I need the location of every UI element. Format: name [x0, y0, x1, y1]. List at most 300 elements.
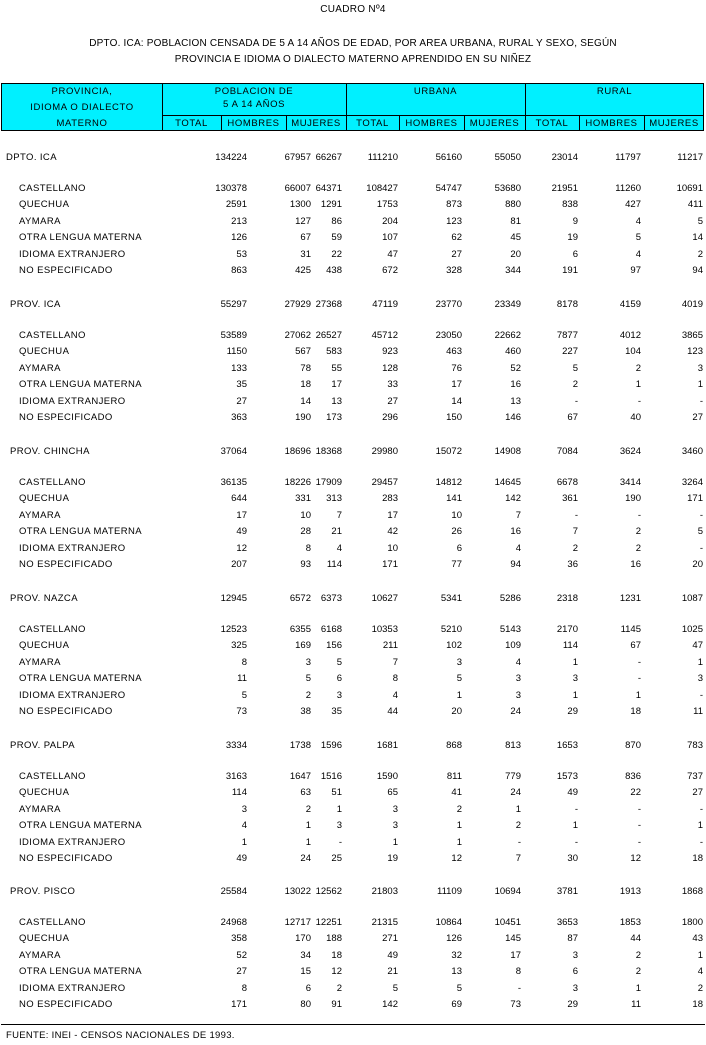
- table-cell: 53: [236, 248, 247, 260]
- table-row: [0, 215, 706, 229]
- table-cell: 7: [392, 656, 398, 668]
- section-total-row: [0, 298, 706, 312]
- table-cell: 78: [300, 362, 311, 374]
- stub-header-line-3: MATERNO: [56, 118, 108, 129]
- table-row-label: OTRA LENGUA MATERNA: [19, 379, 143, 391]
- table-cell: 114: [326, 559, 342, 570]
- table-cell: 190: [625, 493, 641, 505]
- table-row: [0, 852, 706, 866]
- table-cell: 3653: [556, 917, 578, 928]
- table-cell: 52: [236, 949, 247, 961]
- table-cell: 64371: [315, 183, 342, 194]
- table-cell: 4: [336, 542, 342, 554]
- table-cell: 3264: [681, 477, 703, 488]
- table-cell: 27368: [315, 299, 342, 310]
- table-row: [0, 329, 706, 343]
- section-total-row-label: PROV. PALPA: [10, 740, 75, 751]
- table-cell: 14908: [494, 446, 521, 457]
- table-row: [0, 705, 706, 719]
- table-row-label: OTRA LENGUA MATERNA: [19, 820, 143, 832]
- table-cell: 5: [336, 656, 342, 668]
- table-cell: 358: [231, 933, 247, 945]
- table-cell: 25: [331, 853, 342, 864]
- table-cell: 207: [231, 559, 247, 570]
- section-total-row: [0, 445, 706, 459]
- table-row-label: NO ESPECIFICADO: [19, 265, 113, 276]
- table-cell: 16: [510, 379, 521, 391]
- table-cell: 54747: [435, 183, 462, 194]
- table-cell: 3: [572, 949, 578, 961]
- table-cell: 8: [241, 656, 247, 668]
- table-cell: 4: [697, 966, 703, 978]
- table-row: [0, 182, 706, 196]
- table-row-label: AYMARA: [19, 803, 61, 815]
- table-cell: 18368: [315, 446, 342, 457]
- group-header-urbana: URBANA: [413, 86, 458, 97]
- source-note: FUENTE: INEI - CENSOS NACIONALES DE 1993.: [6, 1030, 235, 1041]
- table-row-label: IDIOMA EXTRANJERO: [19, 395, 126, 407]
- table-cell: 1: [572, 689, 578, 701]
- table-cell: 6678: [556, 477, 578, 488]
- table-cell: 130378: [215, 183, 247, 194]
- section-total-row: [0, 592, 706, 606]
- table-title-line-2: PROVINCIA E IDIOMA O DIALECTO MATERNO APRENDIDO EN SU NIÑEZ: [174, 54, 532, 65]
- table-cell: 1596: [320, 740, 342, 751]
- table-cell: 27: [451, 248, 462, 260]
- table-cell: 3: [572, 673, 578, 685]
- table-cell: 17: [387, 509, 398, 521]
- table-cell: 283: [382, 493, 398, 505]
- table-cell: 3: [241, 803, 247, 815]
- table-row-label: QUECHUA: [19, 933, 70, 945]
- table-cell: 779: [505, 771, 521, 782]
- table-cell: 873: [446, 199, 462, 211]
- table-cell: 17: [510, 949, 521, 961]
- table-row-label: NO ESPECIFICADO: [19, 559, 113, 570]
- table-cell: 23349: [494, 299, 521, 310]
- table-cell: 12: [331, 966, 342, 978]
- table-cell: 49: [387, 949, 398, 961]
- table-cell: 1: [336, 803, 342, 815]
- table-cell: 35: [331, 706, 342, 717]
- table-cell: 24: [510, 787, 521, 799]
- table-cell: 10694: [494, 886, 521, 897]
- table-cell: 7877: [556, 330, 578, 341]
- table-cell: 8178: [556, 299, 578, 310]
- table-cell: 55050: [494, 152, 521, 163]
- col-header-hombres: HOMBRES: [405, 118, 458, 129]
- table-cell: 3624: [619, 446, 641, 457]
- table-cell: 66007: [284, 183, 311, 194]
- table-row: [0, 998, 706, 1012]
- table-cell: 1868: [681, 886, 703, 897]
- table-cell: 80: [300, 999, 311, 1010]
- table-cell: 55: [331, 362, 342, 374]
- table-cell: 97: [630, 265, 641, 276]
- table-cell: 5210: [440, 624, 462, 635]
- table-cell: 3460: [681, 446, 703, 457]
- table-cell: 3: [697, 362, 703, 374]
- table-cell: 27: [692, 787, 703, 799]
- table-row-label: AYMARA: [19, 215, 61, 227]
- table-cell: 4: [635, 248, 641, 260]
- table-cell: 10: [300, 509, 311, 521]
- table-row-label: OTRA LENGUA MATERNA: [19, 673, 143, 685]
- table-header: [1, 83, 704, 131]
- table-cell: 13: [510, 395, 521, 407]
- table-cell: 1150: [226, 346, 247, 358]
- table-cell: 10: [387, 542, 398, 554]
- table-cell: 36: [567, 559, 578, 570]
- section-total-row-label: DPTO. ICA: [6, 152, 57, 163]
- table-row-label: AYMARA: [19, 509, 61, 521]
- table-cell: 1300: [289, 199, 311, 211]
- table-cell: 40: [630, 412, 641, 423]
- table-cell: 22: [630, 787, 641, 799]
- table-cell: 3: [305, 656, 311, 668]
- table-cell: 1: [697, 379, 703, 391]
- table-cell: 51: [331, 787, 342, 799]
- table-cell: 1: [392, 836, 398, 848]
- table-cell: -: [699, 803, 703, 815]
- table-row: [0, 916, 706, 930]
- table-cell: -: [574, 395, 578, 407]
- table-cell: 18: [331, 949, 342, 961]
- table-cell: 3334: [225, 740, 247, 751]
- table-cell: 12: [236, 542, 247, 554]
- table-cell: 24: [300, 853, 311, 864]
- table-cell: 3781: [556, 886, 578, 897]
- table-cell: 67: [300, 232, 311, 244]
- table-cell: 67: [630, 640, 641, 652]
- table-row-label: IDIOMA EXTRANJERO: [19, 542, 126, 554]
- table-cell: 3: [392, 803, 398, 815]
- table-row-label: CASTELLANO: [19, 771, 86, 782]
- table-row-label: CASTELLANO: [19, 477, 86, 488]
- col-header-mujeres: MUJERES: [649, 118, 699, 129]
- table-cell: 211: [382, 640, 398, 652]
- table-cell: 836: [625, 771, 641, 782]
- table-cell: 47: [692, 640, 703, 652]
- table-row: [0, 558, 706, 572]
- table-cell: 11797: [615, 152, 641, 163]
- table-cell: 188: [326, 933, 342, 945]
- table-row: [0, 492, 706, 506]
- table-cell: 4159: [619, 299, 641, 310]
- table-cell: 783: [687, 740, 703, 751]
- table-cell: 8: [515, 966, 521, 978]
- table-cell: 2: [572, 379, 578, 391]
- table-cell: 53589: [220, 330, 247, 341]
- table-cell: 2: [515, 820, 521, 832]
- table-row-label: OTRA LENGUA MATERNA: [19, 526, 143, 538]
- table-cell: 1516: [320, 771, 342, 782]
- table-row: [0, 345, 706, 359]
- table-cell: 14: [451, 395, 462, 407]
- table-cell: 150: [446, 412, 462, 423]
- table-cell: 10353: [371, 624, 398, 635]
- table-cell: 6355: [289, 624, 311, 635]
- table-row-label: IDIOMA EXTRANJERO: [19, 689, 126, 701]
- table-cell: 49: [567, 787, 578, 799]
- table-cell: 4: [635, 215, 641, 227]
- table-row-label: QUECHUA: [19, 346, 70, 358]
- table-cell: 12717: [284, 917, 311, 928]
- group-header-rural: RURAL: [596, 86, 633, 97]
- table-cell: -: [699, 836, 703, 848]
- table-cell: 1: [456, 689, 462, 701]
- table-cell: 1: [697, 656, 703, 668]
- table-cell: 20: [451, 706, 462, 717]
- table-row: [0, 264, 706, 278]
- table-cell: 463: [446, 346, 462, 358]
- table-cell: -: [574, 509, 578, 521]
- table-cell: 22: [331, 248, 342, 260]
- table-cell: 62: [451, 232, 462, 244]
- table-cell: 41: [451, 787, 462, 799]
- table-cell: 128: [382, 362, 398, 374]
- table-cell: 7: [572, 526, 578, 538]
- group-header-poblacion-line-1: POBLACION DE: [214, 86, 294, 97]
- table-row: [0, 932, 706, 946]
- table-cell: 133: [231, 362, 247, 374]
- table-row-label: CASTELLANO: [19, 330, 86, 341]
- table-row: [0, 689, 706, 703]
- table-cell: 38: [300, 706, 311, 717]
- table-cell: 271: [382, 933, 398, 945]
- table-cell: -: [699, 689, 703, 701]
- table-cell: 21315: [371, 917, 398, 928]
- table-cell: 811: [446, 771, 462, 782]
- table-row: [0, 770, 706, 784]
- table-cell: -: [699, 542, 703, 554]
- table-row: [0, 378, 706, 392]
- table-cell: 1: [241, 836, 247, 848]
- table-cell: 737: [687, 771, 703, 782]
- table-cell: 191: [562, 265, 578, 276]
- table-row-label: OTRA LENGUA MATERNA: [19, 232, 143, 244]
- table-cell: 18: [630, 706, 641, 717]
- table-cell: 24968: [220, 917, 247, 928]
- table-cell: 126: [231, 232, 247, 244]
- table-cell: 29457: [371, 477, 398, 488]
- table-cell: 18696: [284, 446, 311, 457]
- table-cell: 7: [515, 509, 521, 521]
- section-total-row-label: PROV. NAZCA: [10, 593, 78, 604]
- table-cell: 27929: [284, 299, 311, 310]
- table-row: [0, 949, 706, 963]
- table-cell: 868: [446, 740, 462, 751]
- section-total-row: [0, 739, 706, 753]
- table-cell: 863: [231, 265, 247, 276]
- col-header-total: TOTAL: [356, 118, 389, 129]
- table-cell: 12562: [315, 886, 342, 897]
- table-cell: 1853: [619, 917, 641, 928]
- table-row-label: OTRA LENGUA MATERNA: [19, 966, 143, 978]
- table-cell: 114: [562, 640, 578, 652]
- table-cell: 18226: [284, 477, 311, 488]
- table-cell: 123: [446, 215, 462, 227]
- table-cell: 1145: [620, 624, 641, 635]
- table-cell: 4: [515, 656, 521, 668]
- table-row: [0, 542, 706, 556]
- table-cell: 344: [505, 265, 521, 276]
- table-cell: 644: [231, 493, 247, 505]
- table-cell: 2: [456, 803, 462, 815]
- table-cell: 11109: [436, 886, 462, 897]
- table-row-label: AYMARA: [19, 362, 61, 374]
- table-cell: 313: [326, 493, 342, 505]
- table-cell: 47: [387, 248, 398, 260]
- table-cell: 21803: [371, 886, 398, 897]
- table-cell: 35: [236, 379, 247, 391]
- table-cell: 20: [692, 559, 703, 570]
- table-cell: 325: [231, 640, 247, 652]
- table-row-label: NO ESPECIFICADO: [19, 999, 113, 1010]
- table-cell: -: [517, 836, 521, 848]
- table-cell: 11: [693, 706, 703, 717]
- table-cell: 331: [295, 493, 311, 505]
- table-cell: 2: [305, 803, 311, 815]
- table-cell: 111210: [367, 152, 398, 163]
- table-row: [0, 395, 706, 409]
- table-cell: 29: [567, 999, 578, 1010]
- table-cell: 94: [510, 559, 521, 570]
- table-cell: 10864: [435, 917, 462, 928]
- table-cell: 13: [331, 395, 342, 407]
- table-cell: 1653: [556, 740, 578, 751]
- table-cell: 1: [697, 949, 703, 961]
- table-row: [0, 362, 706, 376]
- table-cell: 4: [392, 689, 398, 701]
- table-cell: 34: [300, 949, 311, 961]
- table-cell: -: [699, 395, 703, 407]
- table-cell: 21: [387, 966, 398, 978]
- table-cell: 18: [692, 853, 703, 864]
- table-cell: 13: [451, 966, 462, 978]
- table-cell: 44: [387, 706, 398, 717]
- table-cell: 12251: [315, 917, 342, 928]
- table-cell: 328: [446, 265, 462, 276]
- table-cell: 44: [630, 933, 641, 945]
- table-cell: 5143: [499, 624, 521, 635]
- table-cell: 4: [515, 542, 521, 554]
- table-cell: 53680: [494, 183, 521, 194]
- table-cell: 3: [336, 689, 342, 701]
- table-cell: 2: [697, 248, 703, 260]
- table-cell: 23050: [435, 330, 462, 341]
- table-cell: 114: [231, 787, 247, 799]
- table-cell: 425: [295, 265, 311, 276]
- table-cell: 1: [572, 656, 578, 668]
- table-cell: 18: [300, 379, 311, 391]
- table-row-label: AYMARA: [19, 949, 61, 961]
- table-cell: 24: [510, 706, 521, 717]
- table-cell: 32: [451, 949, 462, 961]
- table-row-label: NO ESPECIFICADO: [19, 412, 113, 423]
- table-cell: 6: [572, 248, 578, 260]
- table-cell: 25584: [220, 886, 247, 897]
- table-cell: 56160: [435, 152, 462, 163]
- table-cell: 43: [692, 933, 703, 945]
- table-cell: 1291: [320, 199, 342, 211]
- table-cell: 18: [692, 999, 703, 1010]
- stub-header-line-2: IDIOMA O DIALECTO: [30, 102, 134, 113]
- table-row-label: QUECHUA: [19, 787, 70, 799]
- table-cell: 6168: [320, 624, 342, 635]
- table-cell: 81: [510, 215, 521, 227]
- table-cell: 17: [236, 509, 247, 521]
- table-cell: 52: [510, 362, 521, 374]
- table-cell: 1: [635, 689, 641, 701]
- table-cell: 3865: [681, 330, 703, 341]
- table-cell: 1753: [376, 199, 398, 211]
- table-row-label: CASTELLANO: [19, 183, 86, 194]
- table-cell: -: [338, 836, 342, 848]
- table-cell: 66267: [315, 152, 342, 163]
- table-row-label: CASTELLANO: [19, 917, 86, 928]
- table-cell: 31: [300, 248, 311, 260]
- table-cell: 17: [451, 379, 462, 391]
- table-cell: 67957: [284, 152, 311, 163]
- table-cell: 10451: [494, 917, 521, 928]
- table-cell: -: [699, 509, 703, 521]
- table-row: [0, 786, 706, 800]
- table-cell: 1: [305, 836, 311, 848]
- table-cell: 11: [237, 673, 247, 685]
- table-cell: 2: [635, 949, 641, 961]
- table-cell: 27062: [284, 330, 311, 341]
- table-row: [0, 231, 706, 245]
- table-cell: 21951: [551, 183, 578, 194]
- table-cell: 12945: [220, 593, 247, 604]
- table-cell: 1: [635, 379, 641, 391]
- table-cell: 12: [630, 853, 641, 864]
- table-cell: 3: [515, 673, 521, 685]
- table-cell: -: [574, 803, 578, 815]
- table-cell: 813: [505, 740, 521, 751]
- section-total-row: [0, 151, 706, 165]
- col-header-mujeres: MUJERES: [291, 118, 341, 129]
- table-cell: 204: [382, 215, 398, 227]
- table-cell: 108427: [366, 183, 398, 194]
- table-cell: -: [637, 395, 641, 407]
- table-cell: 8: [392, 673, 398, 685]
- table-row: [0, 836, 706, 850]
- table-cell: 7: [336, 509, 342, 521]
- table-cell: 7: [515, 853, 521, 864]
- table-cell: 870: [625, 740, 641, 751]
- col-header-total: TOTAL: [175, 118, 208, 129]
- table-cell: -: [637, 803, 641, 815]
- table-cell: 5: [305, 673, 311, 685]
- table-cell: 1087: [681, 593, 703, 604]
- table-cell: 1647: [289, 771, 311, 782]
- table-cell: 15072: [435, 446, 462, 457]
- table-cell: 411: [687, 199, 703, 211]
- table-row: [0, 639, 706, 653]
- table-cell: 17: [331, 379, 342, 391]
- table-cell: 2: [635, 362, 641, 374]
- table-cell: 65: [387, 787, 398, 799]
- table-cell: 30: [567, 853, 578, 864]
- table-cell: 460: [505, 346, 521, 358]
- table-cell: 361: [562, 493, 578, 505]
- table-row-label: IDIOMA EXTRANJERO: [19, 248, 126, 260]
- table-cell: 5: [241, 689, 247, 701]
- table-cell: 2: [635, 542, 641, 554]
- table-cell: 73: [236, 706, 247, 717]
